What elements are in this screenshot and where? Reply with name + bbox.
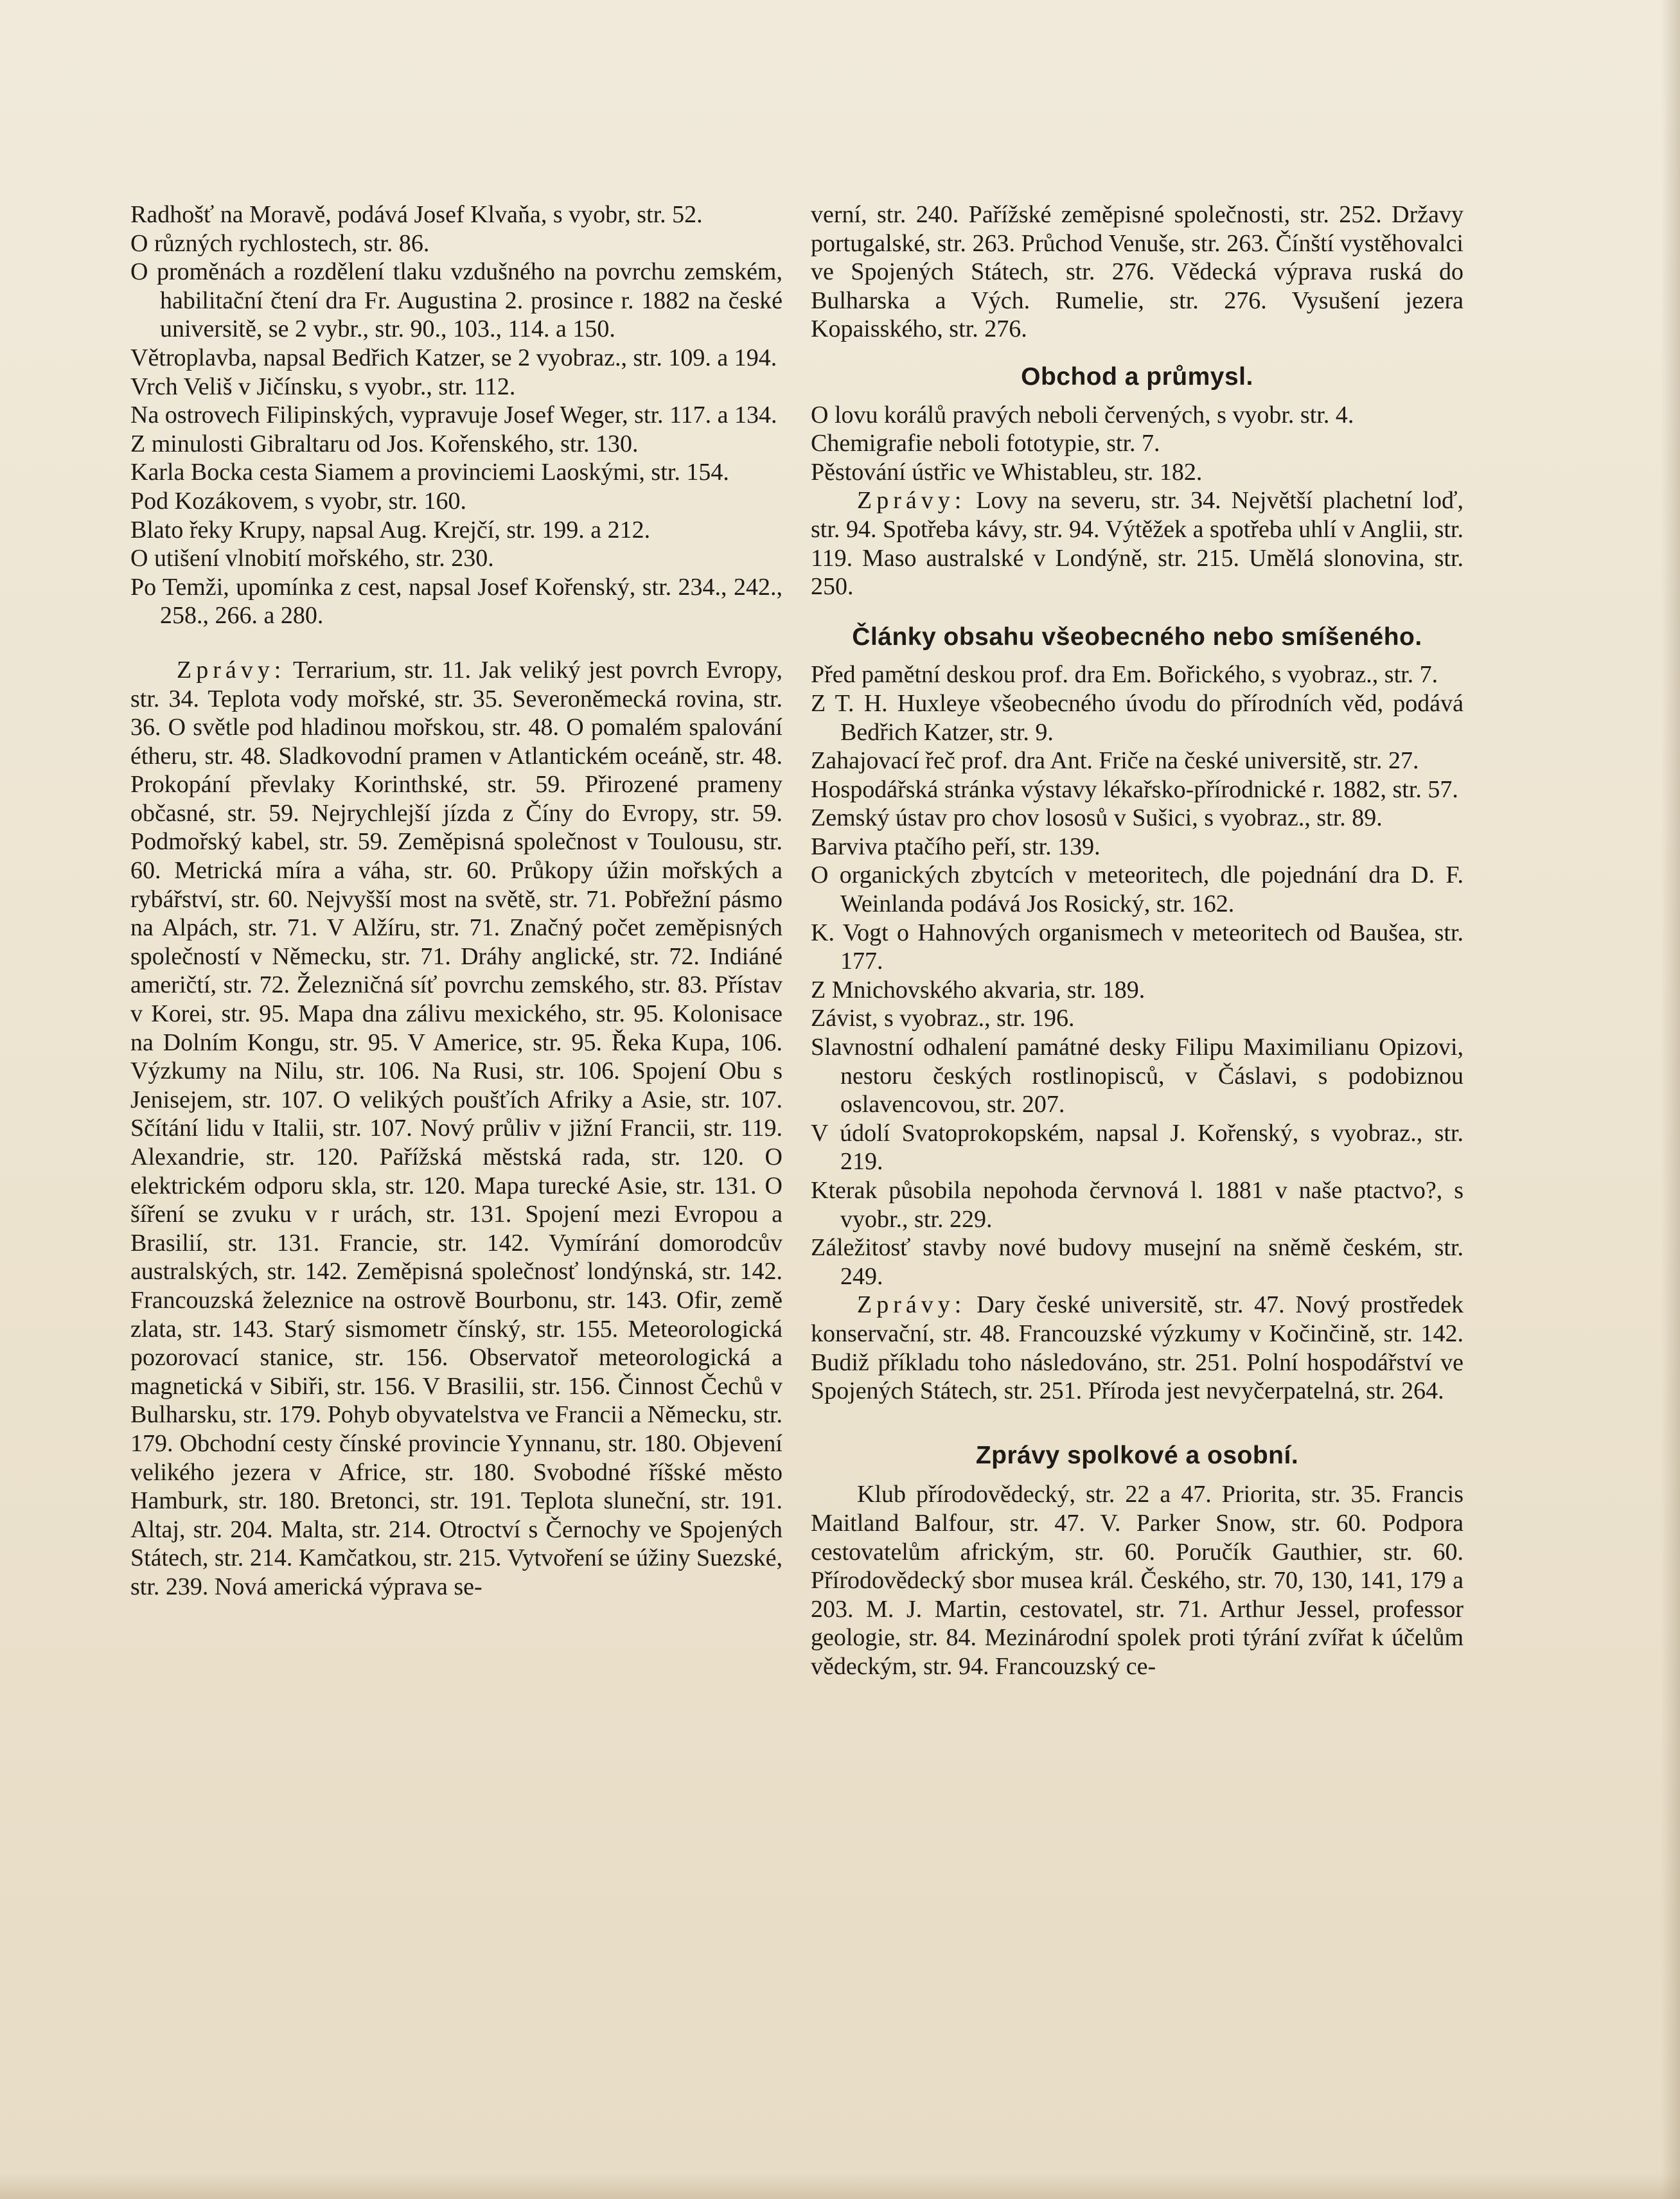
news-text: Terrarium, str. 11. Jak veliký jest povrch Evropy, str. 34. Teplota vody mořské, str. 35. Severoněmecká rovina, str. 36. O světle pod hladinou mořskou, str. 48. O pomalém spalování étheru, str. 48. Sladkovodní pramen v Atlantickém oceáně, str. 48. Prokopání převlaky Korinthské, str. 59. Přirozené prameny občasné, str. 59. Nejrychlejší jízda z Číny do Evropy, str. 59. Podmořský kabel, str. 59. Zeměpisná společnost v Toulousu, str. 60. Metrická míra a váha, str. 60. Průkopy úžin mořských a rybářství, str. 60. Nejvyšší most na světě, str. 71. Pobřežní pásmo na Alpách, str. 71. V Alžíru, str. 71. Značný počet zeměpisných společností v Německu, str. 71. Dráhy anglické, str. 72. Indiáné američtí, str. 72. Železničná síť povrchu zemského, str. 83. Přístav v Korei, str. 95. Mapa dna zálivu mexického, str. 95. Kolonisace na Dolním Kongu, str. 95. V Americe, str. 95. Řeka Kupa, 106. Výzkumy na Nilu, str. 106. Na Rusi, str. 106. Spojení Obu s Jenisejem, str. 107. O velikých poušťích Afriky a Asie, str. 107. Sčítání lidu v Italii, str. 107. Nový průliv v jižní Francii, str. 119. Alexandrie, str. 120. Pařížská městská rada, str. 120. O elektrickém odporu skla, str. 120. Mapa turecké Asie, str. 131. O šíření se zvuku v r urách, str. 131. Spojení mezi Evropou a Brasilií, str. 131. Francie, str. 142. Vymírání domorodcův australských, str. 142. Zeměpisná společnosť londýnská, str. 142. Francouzská železnice na ostrově Bourbonu, str. 143. Ofir, země zlata, str. 143. Starý sismometr čínský, str. 155. Meteorologická pozorovací stanice, str. 156. Observatoř meteorologická a magnetická v Sibiři, str. 156. V Brasilii, str. 156. Činnost Čechů v Bulharsku, str. 179. Pohyb obyvatelstva ve Francii a Německu, str. 179. Obchodní cesty čínské provincie Yynnanu, str. 180. Objevení velikého jezera v Africe, str. 180. Svobodné říšské město Hamburk, str. 180. Bretonci, str. 191. Teplota sluneční, str. 191. Altaj, str. 204. Malta, str. 214. Otroctví s Černochy ve Spojených Státech, str. 214. Kamčatkou, str. 215. Vytvoření se úžiny Suezské, str. 239. Nová americká výprava se- [130,656,783,1600]
section-heading: Obchod a průmysl. [1021,362,1253,391]
news-paragraph [130,656,783,1602]
section-heading: Zprávy spolkové a osobní. [975,1441,1299,1469]
index-entry: Slavnostní odhalení památné desky Filipu Maximilianu Opizovi, nestoru českých rostlinopisců, v Čáslavi, s podobiznou oslavencovou, str. 207. [811,1034,1463,1118]
index-entry: O organických zbytcích v meteoritech, dle pojednání dra D. F. Weinlanda podává Jos Rosický, str. 162. [811,861,1463,918]
page-edge-shadow [1661,0,1680,2199]
index-entry: Zemský ústav pro chov lososů v Sušici, s vyobraz., str. 89. [811,804,1383,832]
index-entry: Z Mnichovského akvaria, str. 189. [811,976,1145,1003]
news-paragraph [811,486,1463,601]
index-entry: Z T. H. Huxleye všeobecného úvodu do přírodních věd, podává Bedřich Katzer, str. 9. [811,689,1463,746]
index-entry: Zahajovací řeč prof. dra Ant. Friče na české universitě, str. 27. [811,747,1419,775]
index-entry: O lovu korálů pravých neboli červených, s vyobr. str. 4. [811,401,1354,428]
index-entry: V údolí Svatoprokopském, napsal J. Kořenský, s vyobraz., str. 219. [811,1119,1463,1176]
index-entry: Pěstování ústřic ve Whistableu, str. 182. [811,458,1203,486]
index-entry: Po Temži, upomínka z cest, napsal Josef Kořenský, str. 234., 242., 258., 266. a 280. [130,573,783,630]
index-entry: Z minulosti Gibraltaru od Jos. Kořenského, str. 130. [130,430,639,457]
news-text: Lovy na severu, str. 34. Největší plachetní loď, str. 94. Spotřeba kávy, str. 94. Výtěžek a spotřeba uhlí v Anglii, str. 119. Maso australské v Londýně, str. 215. Umělá slonovina, str. 250. [811,487,1464,601]
section-paragraph: Klub přírodovědecký, str. 22 a 47. Priorita, str. 35. Francis Maitland Balfour, str. 47. V. Parker Snow, str. 60. Podpora cestovatelům africkým, str. 60. Poručík Gauthier, str. 60. Přírodovědecký sbor musea král. Českého, str. 70, 130, 141, 179 a 203. M. J. Martin, cestovatel, str. 71. Arthur Jessel, professor geologie, str. 84. Mezinárodní spolek proti týrání zvířat k účelům vědeckým, str. 94. Francouzský ce- [811,1481,1463,1680]
spacer [130,630,783,656]
index-entry: Karla Bocka cesta Siamem a provinciemi Laoskými, str. 154. [130,459,729,486]
index-entry: Na ostrovech Filipinských, vypravuje Josef Weger, str. 117. a 134. [130,402,777,429]
index-entry: Pod Kozákovem, s vyobr, str. 160. [130,487,467,515]
index-entry: Větroplavba, napsal Bedřich Katzer, se 2 vyobraz., str. 109. a 194. [130,344,777,371]
index-entry: Radhošť na Moravě, podává Josef Klvaňa, s vyobr, str. 52. [130,201,703,228]
news-text: Dary české universitě, str. 47. Nový prostředek konservační, str. 48. Francouzské výzkumy v Kočinčině, str. 142. Budiž příkladu toho následováno, str. 251. Polní hospodářství ve Spojených Státech, str. 251. Příroda jest nevyčerpatelná, str. 264. [811,1291,1464,1405]
index-entry: O různých rychlostech, str. 86. [130,229,430,257]
index-entry: Závist, s vyobraz., str. 196. [811,1005,1075,1032]
index-entry: K. Vogt o Hahnových organismech v meteoritech od Baušea, str. 177. [811,919,1463,975]
continued-text: verní, str. 240. Pařížské zeměpisné společnosti, str. 252. Državy portugalské, str. 263. Průchod Venuše, str. 263. Čínští vystěhovalci ve Spojených Státech, str. 276. Vědecká výprava ruská do Bulharska a Vých. Rumelie, str. 276. Vysušení jezera Kopaisského, str. 276. [811,201,1463,343]
index-entry: Vrch Veliš v Jičínsku, s vyobr., str. 112. [130,373,516,400]
news-paragraph [811,1291,1463,1405]
index-entry: Před pamětní deskou prof. dra Em. Bořického, s vyobraz., str. 7. [811,661,1438,689]
index-entry: Chemigrafie neboli fototypie, str. 7. [811,430,1160,457]
index-entry: Barviva ptačího peří, str. 139. [811,833,1101,860]
left-column [130,200,783,1602]
right-column [811,200,1463,1681]
section-heading: Články obsahu všeobecného nebo smíšeného. [852,623,1422,651]
index-entry: Kterak působila nepohoda červnová l. 1881 v naše ptactvo?, s vyobr., str. 229. [811,1177,1463,1233]
news-label: Zprávy: [857,487,966,515]
index-entry: Záležitosť stavby nové budovy musejní na sněmě českém, str. 249. [811,1234,1463,1290]
news-label: Zprávy: [177,656,286,684]
index-entry: Blato řeky Krupy, napsal Aug. Krejčí, str. 199. a 212. [130,516,651,543]
index-entry: O utišení vlnobití mořského, str. 230. [130,545,494,572]
news-label: Zprávy: [857,1291,966,1319]
index-entry: Hospodářská stránka výstavy lékařsko-přírodnické r. 1882, str. 57. [811,775,1458,803]
index-entry: O proměnách a rozdělení tlaku vzdušného na povrchu zemském, habilitační čtení dra Fr. Augustina 2. prosince r. 1882 na české universitě, se 2 vybr., str. 90., 103., 114. a 150. [130,258,783,343]
page-bottom-shadow [0,2173,1680,2199]
